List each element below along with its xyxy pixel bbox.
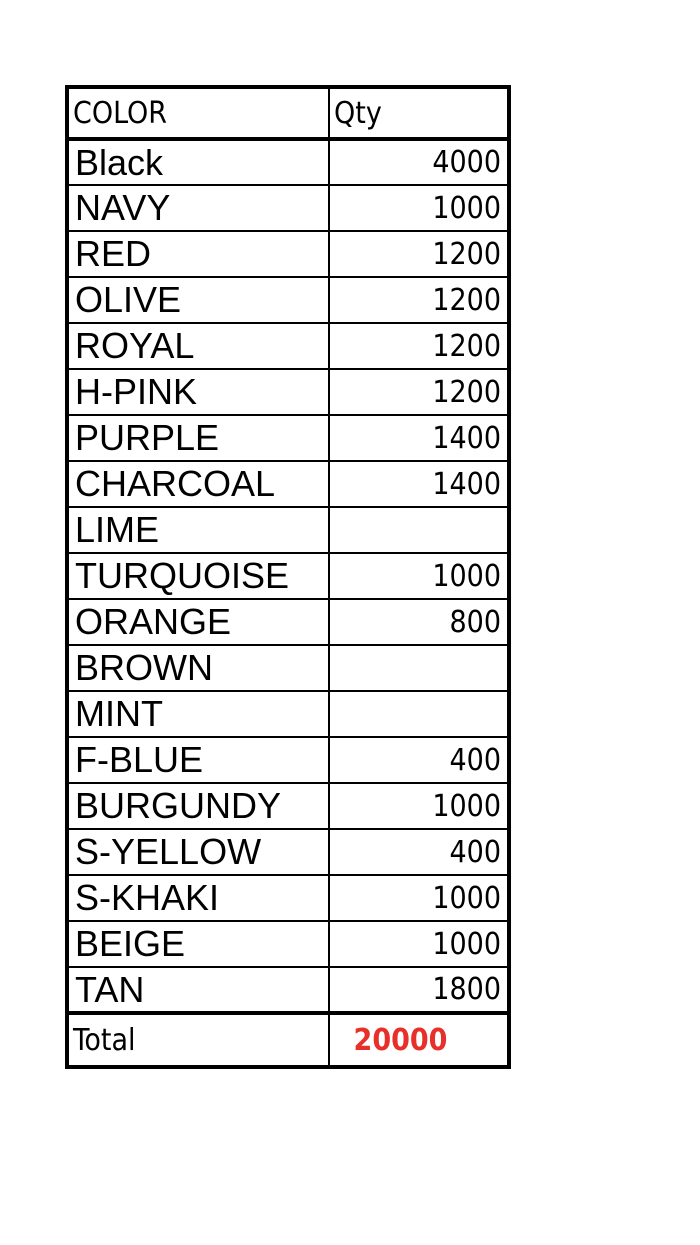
table-row <box>69 139 507 185</box>
color-cell: PURPLE <box>69 415 329 461</box>
qty-cell: 1400 <box>329 415 507 461</box>
table-row <box>69 185 507 231</box>
table-row <box>69 921 507 967</box>
qty-cell: 1400 <box>329 461 507 507</box>
color-cell: NAVY <box>69 185 329 231</box>
header-row <box>69 89 507 139</box>
table-row <box>69 875 507 921</box>
table-row <box>69 323 507 369</box>
color-qty-table <box>69 89 507 1065</box>
table-row <box>69 783 507 829</box>
color-cell: RED <box>69 231 329 277</box>
color-cell: ROYAL <box>69 323 329 369</box>
color-cell: F-BLUE <box>69 737 329 783</box>
qty-cell: 1000 <box>329 783 507 829</box>
qty-cell <box>329 507 507 553</box>
header-color: COLOR <box>69 89 329 139</box>
qty-cell: 400 <box>329 829 507 875</box>
color-cell: TAN <box>69 967 329 1013</box>
qty-cell: 1000 <box>329 185 507 231</box>
qty-cell: 400 <box>329 737 507 783</box>
qty-cell: 1000 <box>329 553 507 599</box>
table-row <box>69 507 507 553</box>
color-cell: S-YELLOW <box>69 829 329 875</box>
total-value: 20000 <box>329 1013 507 1065</box>
table-row <box>69 829 507 875</box>
color-cell: BROWN <box>69 645 329 691</box>
table-row <box>69 645 507 691</box>
table-row <box>69 277 507 323</box>
table-row <box>69 231 507 277</box>
color-cell: S-KHAKI <box>69 875 329 921</box>
qty-cell: 1200 <box>329 323 507 369</box>
table-row <box>69 553 507 599</box>
color-cell: BEIGE <box>69 921 329 967</box>
qty-cell: 1800 <box>329 967 507 1013</box>
qty-cell <box>329 645 507 691</box>
color-cell: H-PINK <box>69 369 329 415</box>
qty-cell: 1200 <box>329 231 507 277</box>
color-cell: CHARCOAL <box>69 461 329 507</box>
color-cell: ORANGE <box>69 599 329 645</box>
qty-cell: 800 <box>329 599 507 645</box>
qty-cell: 1000 <box>329 921 507 967</box>
color-quantity-sheet <box>65 85 511 1069</box>
table-row <box>69 415 507 461</box>
total-label: Total <box>69 1013 329 1065</box>
table-row <box>69 737 507 783</box>
qty-cell: 4000 <box>329 139 507 185</box>
color-cell: TURQUOISE <box>69 553 329 599</box>
qty-cell: 1200 <box>329 369 507 415</box>
qty-cell <box>329 691 507 737</box>
total-row <box>69 1013 507 1065</box>
table-row <box>69 967 507 1013</box>
color-cell: MINT <box>69 691 329 737</box>
qty-cell: 1000 <box>329 875 507 921</box>
table-row <box>69 691 507 737</box>
color-cell: OLIVE <box>69 277 329 323</box>
header-qty: Qty <box>329 89 507 139</box>
color-cell: BURGUNDY <box>69 783 329 829</box>
table-row <box>69 369 507 415</box>
qty-cell: 1200 <box>329 277 507 323</box>
color-cell: LIME <box>69 507 329 553</box>
color-cell: Black <box>69 139 329 185</box>
table-row <box>69 599 507 645</box>
table-row <box>69 461 507 507</box>
